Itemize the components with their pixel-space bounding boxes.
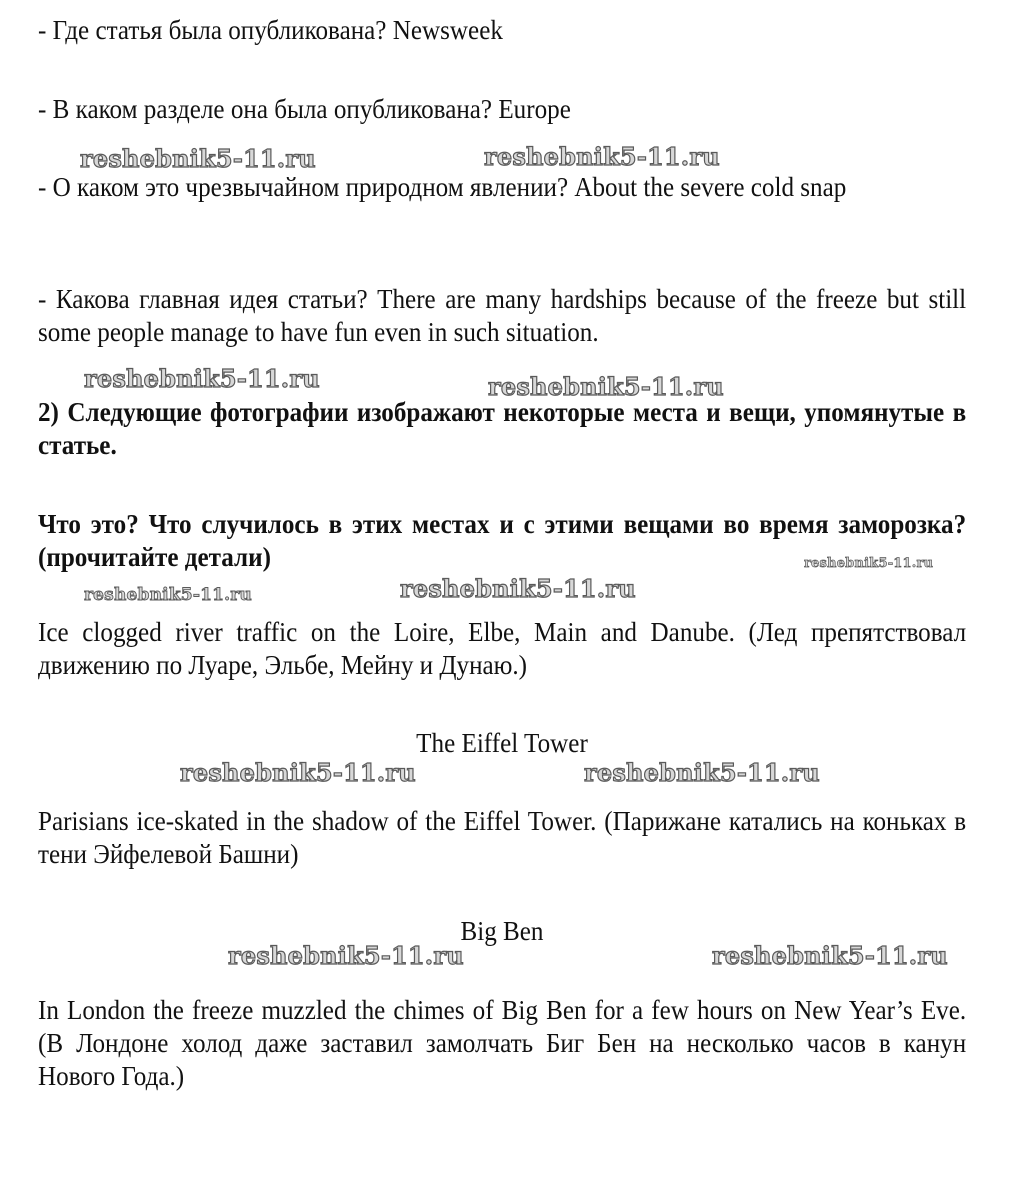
eiffel-answer: Parisians ice-skated in the shadow of the Eiffel Tower. (Парижане катались на коньках в тени Эйфелевой Башни) [38,806,967,869]
watermark: reshebnik5-11.ru [584,758,820,787]
question-phenomenon: - О каком это чрезвычайном природном явлении? About the severe cold snap [38,172,847,202]
watermark: reshebnik5-11.ru [712,941,948,970]
bigben-answer: In London the freeze muzzled the chimes of Big Ben for a few hours on New Year’s Eve. (В Лондоне холод даже заставил замолчать Биг Бен на несколько часов в канун Нового Года.) [38,995,967,1091]
question-main-idea: - Какова главная идея статьи? There are many hardships because of the freeze but still some people manage to have fun even in such situation. [38,284,967,347]
task2-heading: 2) Следующие фотографии изображают некоторые места и вещи, упомянутые в статье. [38,397,967,460]
eiffel-caption: The Eiffel Tower [416,728,588,758]
watermark: reshebnik5-11.ru [484,142,720,171]
watermark: reshebnik5-11.ru [84,585,252,605]
bigben-caption: Big Ben [460,916,544,946]
question-section: - В каком разделе она была опубликована? Europe [38,94,571,124]
watermark: reshebnik5-11.ru [228,941,464,970]
watermark: reshebnik5-11.ru [400,574,636,603]
question-publication: - Где статья была опубликована? Newsweek [38,15,503,45]
watermark: reshebnik5-11.ru [488,372,724,401]
watermark: reshebnik5-11.ru [804,556,934,571]
watermark: reshebnik5-11.ru [180,758,416,787]
watermark: reshebnik5-11.ru [84,364,320,393]
rivers-answer: Ice clogged river traffic on the Loire, Elbe, Main and Danube. (Лед препятствовал движению по Луаре, Эльбе, Мейну и Дунаю.) [38,617,967,680]
watermark: reshebnik5-11.ru [80,144,316,173]
task2-question: Что это? Что случилось в этих местах и с этими вещами во время заморозка? (прочитайте детали) [38,509,967,572]
